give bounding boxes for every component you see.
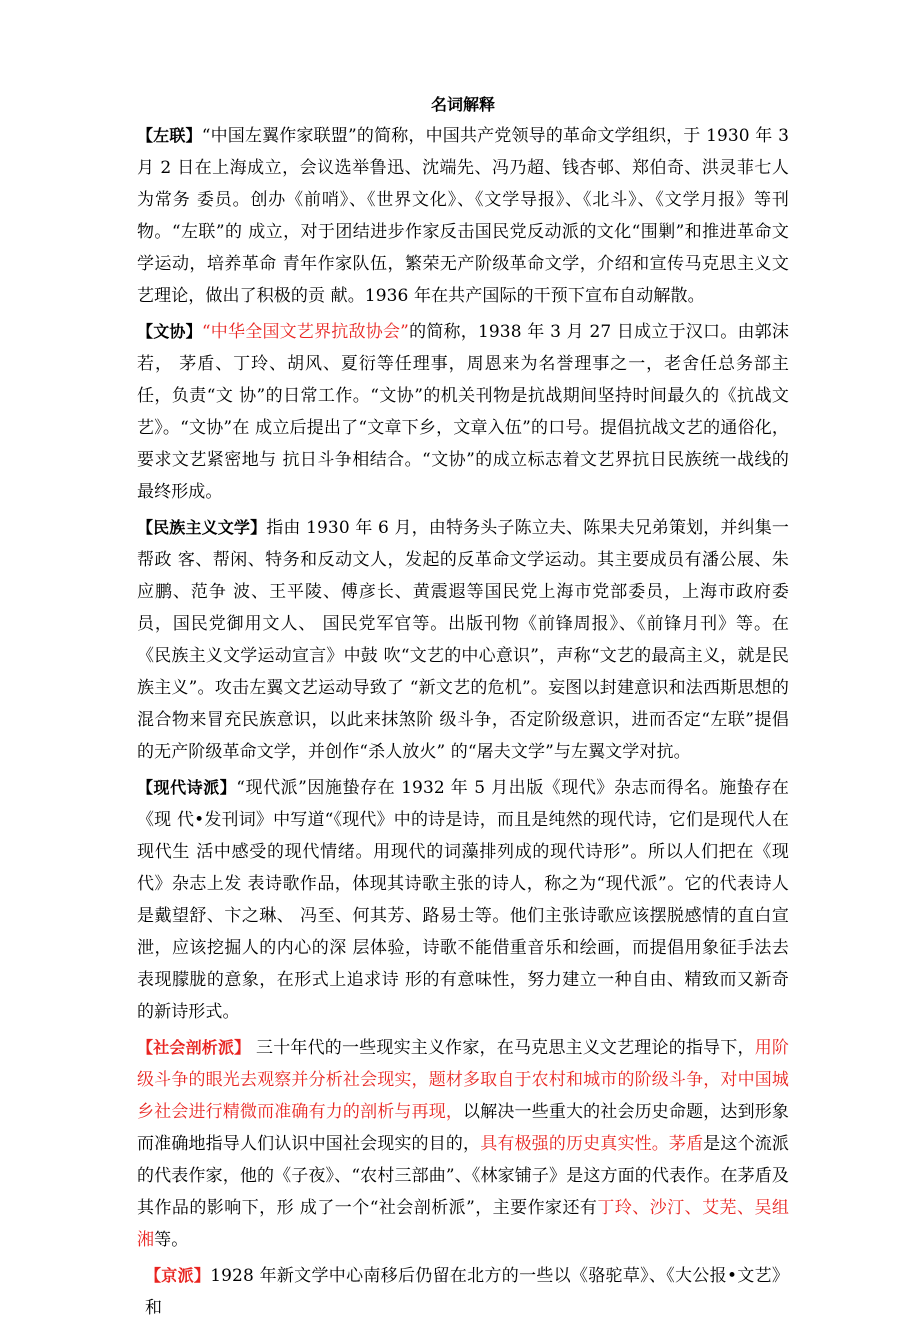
term-heading: 【文协】 <box>137 322 202 341</box>
page-title: 名词解释 <box>430 95 495 114</box>
entry-xiandai-shipai <box>137 772 789 1028</box>
term-heading: 【现代诗派】 <box>137 778 237 797</box>
term-heading: 【左联】 <box>137 126 202 145</box>
term-heading: 【社会剖析派】 <box>137 1038 251 1057</box>
highlighted-text: “中华全国文艺界抗敌协会” <box>201 322 409 342</box>
highlighted-text: 用阶级斗争的眼光去观察并分析社会现实，题材多取自于农村和城市的阶级斗争，对中国城乡社会进行精微而准确有力的剖析与再现， <box>137 1038 790 1122</box>
entry-text: 是这个流派的代表作家，他的《子夜》、“农村三部曲”、《林家铺子》是这方面的代表作。在茅盾及其作品的影响下，形 成了一个“社会剖析派”，主要作家还有 <box>137 1134 790 1218</box>
entry-wenxie <box>137 316 789 508</box>
entry-zuolian <box>137 120 789 312</box>
entry-shehui-pouxi-pai <box>137 1032 789 1256</box>
entry-text: 以解决一些重大的社会历史命题，达到形象而准确地指导人们认识中国社会现实的目的， <box>137 1102 789 1154</box>
entry-jingpai <box>137 1260 789 1324</box>
entry-minzu-zhuyi-wenxue <box>137 512 789 768</box>
entry-text: 等。 <box>154 1230 189 1250</box>
entry-text: 指由 1930 年 6 月，由特务头子陈立夫、陈果夫兄弟策划，并纠集一帮政 客、帮闲、特务和反动文人，发起的反革命文学运动。其主要成员有潘公展、朱应鹏、范争 波、王平陵、傅彦长、黄震遐等国民党上海市党部委员，上海市政府委员，国民党御用文人、 国民党军官等。出版刊物《前锋周报》、《前锋月刊》等。在《民族主义文学运动宣言》中鼓 吹“文艺的中心意识”，声称“文艺的最高主义，就是民族主义”。攻击左翼文艺运动导致了 “新文艺的危机”。妄图以封建意识和法西斯思想的混合物来冒充民族意识，以此来抹煞阶 级斗争，否定阶级意识，进而否定“左联”提倡的无产阶级革命文学，并创作“杀人放火” 的“屠夫文学”与左翼文学对抗。 <box>137 518 789 762</box>
entry-text: 三十年代的一些现实主义作家，在马克思主义文艺理论的指导下， <box>250 1038 755 1058</box>
highlighted-text: 丁玲、沙汀、艾芜、吴组湘 <box>137 1198 789 1250</box>
term-heading: 【京派】 <box>145 1266 211 1285</box>
document-page <box>137 92 789 1328</box>
entry-text: 1928 年新文学中心南移后仍留在北方的一些以《骆驼草》、《大公报•文艺》和 <box>145 1266 789 1318</box>
entry-text: “现代派”因施蛰存在 1932 年 5 月出版《现代》杂志而得名。施蛰存在《现 代•发刊词》中写道“《现代》中的诗是诗，而且是纯然的现代诗，它们是现代人在现代生 活中感受的现代情绪。用现代的词藻排列成的现代诗形”。所以人们把在《现代》杂志上发 表诗歌作品，体现其诗歌主张的诗人，称之为“现代派”。它的代表诗人是戴望舒、卞之琳、 冯至、何其芳、路易士等。他们主张诗歌应该摆脱感情的直白宣泄，应该挖掘人的内心的深 层体验，诗歌不能借重音乐和绘画，而提倡用象征手法去表现朦胧的意象，在形式上追求诗 形的有意味性，努力建立一种自由、精致而又新奇的新诗形式。 <box>137 778 789 1022</box>
entry-text: 的简称，1938 年 3 月 27 日成立于汉口。由郭沫若， 茅盾、丁玲、胡风、夏衍等任理事，周恩来为名誉理事之一，老舍任总务部主任，负责“文 协”的日常工作。“文协”的机关刊物是抗战期间坚持时间最久的《抗战文艺》。“文协”在 成立后提出了“文章下乡，文章入伍”的口号。提倡抗战文艺的通俗化，要求文艺紧密地与 抗日斗争相结合。“文协”的成立标志着文艺界抗日民族统一战线的最终形成。 <box>137 322 789 502</box>
entry-text: “中国左翼作家联盟”的简称，中国共产党领导的革命文学组织，于 1930 年 3 月 2 日在上海成立，会议选举鲁迅、沈端先、冯乃超、钱杏邨、郑伯奇、洪灵菲七人为常务 委员。创办《前哨》、《世界文化》、《文学导报》、《北斗》、《文学月报》等刊物。“左联”的 成立，对于团结进步作家反击国民党反动派的文化“围剿”和推进革命文学运动，培养革命 青年作家队伍，繁荣无产阶级革命文学，介绍和宣传马克思主义文艺理论，做出了积极的贡 献。1936 年在共产国际的干预下宣布自动解散。 <box>137 126 789 306</box>
term-heading: 【民族主义文学】 <box>137 518 267 537</box>
highlighted-text: 具有极强的历史真实性。茅盾 <box>480 1134 704 1154</box>
